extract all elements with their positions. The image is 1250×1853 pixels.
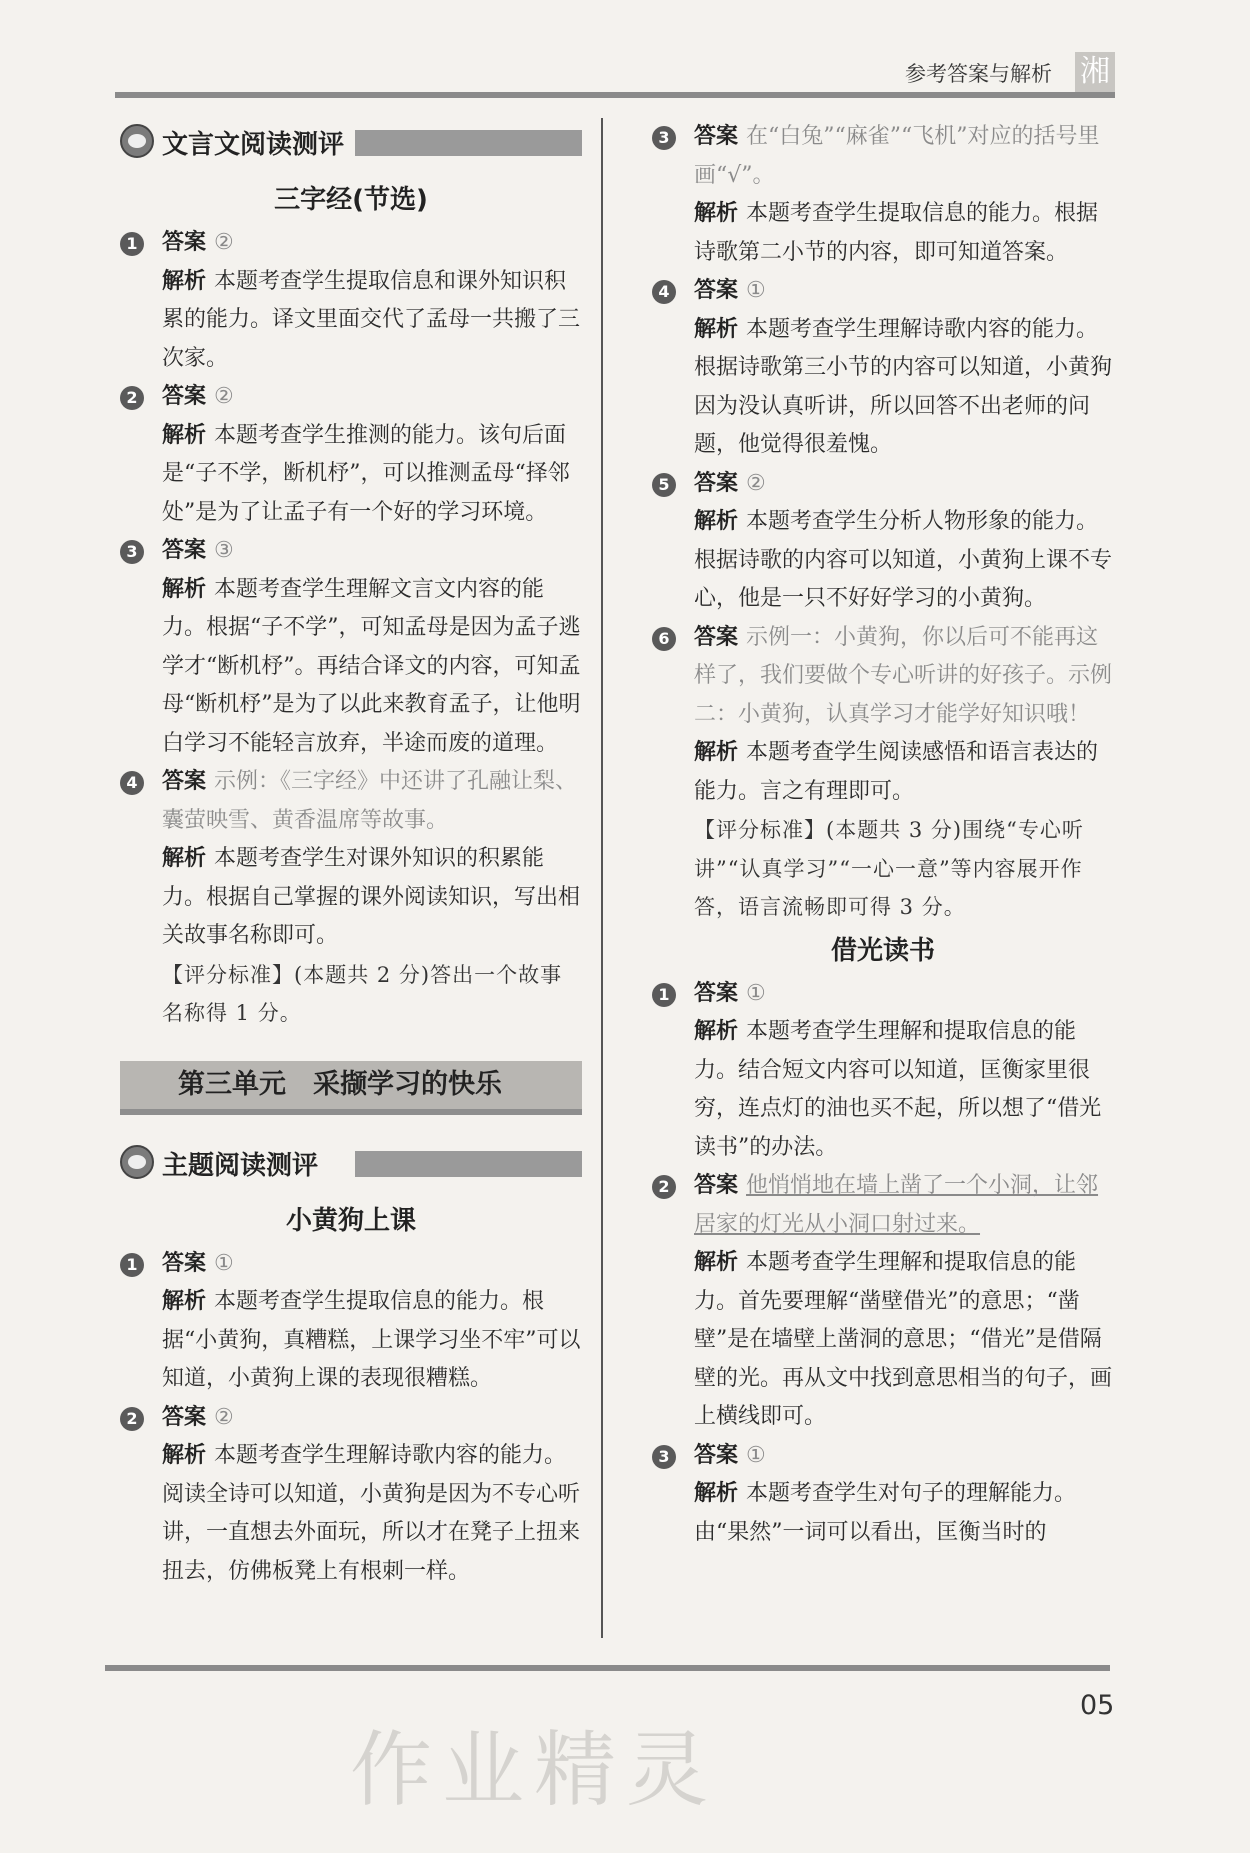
analysis-text: 本题考查学生理解诗歌内容的能力。根据诗歌第三小节的内容可以知道，小黄狗因为没认真听讲，所以回答不出老师的问题，他觉得很羞愧。 <box>694 316 1113 457</box>
analysis-text: 本题考查学生理解文言文内容的能力。根据“子不学”，可知孟母是因为孟子逃学才“断机杼”。再结合译文的内容，可知孟母“断机杼”是为了以此来教育孟子，让他明白学习不能轻言放弃，半途而废的道理。 <box>162 576 581 756</box>
question-number: 4 <box>652 280 676 304</box>
question-item <box>120 224 582 378</box>
answer-text: 示例一：小黄狗，你以后可不能再这样了，我们要做个专心听讲的好孩子。示例二：小黄狗，认真学习才能学好知识哦！ <box>694 624 1113 727</box>
question-item <box>120 763 582 1033</box>
question-number: 3 <box>652 1445 676 1469</box>
section-heading <box>120 118 582 168</box>
analysis-label: 解析 <box>694 1019 739 1044</box>
right-column <box>652 118 1114 1552</box>
analysis-text: 本题考查学生理解诗歌内容的能力。阅读全诗可以知道，小黄狗是因为不专心听讲，一直想去外面玩，所以才在凳子上扭来扭去，仿佛板凳上有根刺一样。 <box>162 1443 581 1584</box>
answer-label: 答案 <box>162 769 207 794</box>
analysis-label: 解析 <box>162 576 207 602</box>
answer-text: ① <box>214 1250 234 1276</box>
analysis-text: 本题考查学生提取信息的能力。根据诗歌第二小节的内容，即可知道答案。 <box>694 201 1099 265</box>
answer-label: 答案 <box>694 980 739 1006</box>
question-number: 2 <box>120 386 144 410</box>
article-title: 小黄狗上课 <box>285 1205 416 1236</box>
analysis-label: 解析 <box>162 1443 207 1468</box>
question-item <box>120 532 582 763</box>
question-number: 6 <box>652 627 676 651</box>
column-divider <box>601 118 603 1638</box>
heading-bar <box>355 130 582 156</box>
header-title: 参考答案与解析 <box>905 62 1052 86</box>
article-title: 三字经(节选) <box>274 185 428 215</box>
analysis-label: 解析 <box>162 268 207 294</box>
section-heading <box>120 1139 582 1189</box>
answer-text: ① <box>746 278 766 303</box>
section-title: 文言文阅读测评 <box>162 130 345 160</box>
answer-label: 答案 <box>162 1404 207 1430</box>
left-column <box>120 118 582 1591</box>
answer-text: 他悄悄地在墙上凿了一个小洞，让邻居家的灯光从小洞口射过来。 <box>694 1173 1099 1237</box>
analysis-text: 本题考查学生理解和提取信息的能力。结合短文内容可以知道，匡衡家里很穷，连点灯的油也买不起，所以想了“借光读书”的办法。 <box>694 1019 1102 1160</box>
question-number: 2 <box>120 1407 144 1431</box>
unit-banner: 第三单元 采撷学习的快乐 <box>120 1061 582 1115</box>
question-number: 3 <box>120 540 144 564</box>
answer-text: ② <box>214 230 234 255</box>
analysis-label: 解析 <box>694 201 739 226</box>
analysis-text: 本题考查学生提取信息的能力。根据“小黄狗，真糟糕，上课学习坐不牢”可以知道，小黄狗上课的表现很糟糕。 <box>162 1289 581 1391</box>
analysis-label: 解析 <box>694 1250 739 1275</box>
answer-text: 在“白兔”“麻雀”“飞机”对应的括号里画“√”。 <box>694 124 1100 188</box>
answer-text: 示例：《三字经》中还讲了孔融让梨、囊萤映雪、黄香温席等故事。 <box>162 769 578 833</box>
scoring-standard: 【评分标准】(本题共 2 分)答出一个故事名称得 1 分。 <box>162 962 563 1025</box>
analysis-text: 本题考查学生对课外知识的积累能力。根据自己掌握的课外阅读知识，写出相关故事名称即可。 <box>162 846 581 948</box>
analysis-label: 解析 <box>694 316 739 342</box>
question-item <box>652 465 1114 619</box>
analysis-text: 本题考查学生阅读感悟和语言表达的能力。言之有理即可。 <box>694 740 1099 804</box>
question-number: 4 <box>120 771 144 795</box>
answer-label: 答案 <box>694 124 739 149</box>
answer-label: 答案 <box>694 470 739 496</box>
analysis-label: 解析 <box>694 1481 739 1506</box>
analysis-text: 本题考查学生理解和提取信息的能力。首先要理解“凿壁借光”的意思；“凿壁”是在墙壁上凿洞的意思；“借光”是借隔壁的光。再从文中找到意思相当的句子，画上横线即可。 <box>694 1250 1113 1429</box>
region-badge: 湘 <box>1075 52 1115 92</box>
answer-label: 答案 <box>694 1173 739 1198</box>
answer-label: 答案 <box>162 384 207 409</box>
answer-text: ③ <box>214 538 234 563</box>
answer-label: 答案 <box>694 1442 739 1468</box>
analysis-label: 解析 <box>694 509 739 534</box>
question-item <box>652 975 1114 1168</box>
question-number: 2 <box>652 1175 676 1199</box>
analysis-text: 本题考查学生分析人物形象的能力。根据诗歌的内容可以知道，小黄狗上课不专心，他是一只不好好学习的小黄狗。 <box>694 509 1113 611</box>
analysis-label: 解析 <box>162 422 207 448</box>
footer-rule <box>105 1665 1110 1671</box>
reader-avatar-icon <box>120 1145 154 1179</box>
analysis-text: 本题考查学生推测的能力。该句后面是“子不学，断机杼”，可以推测孟母“择邻处”是为了让孟子有一个好的学习环境。 <box>162 422 570 525</box>
answer-text: ② <box>746 470 766 496</box>
analysis-text: 本题考查学生提取信息和课外知识积累的能力。译文里面交代了孟母一共搬了三次家。 <box>162 268 581 371</box>
watermark-text: 作业精灵 <box>350 1723 719 1818</box>
page-number: 05 <box>1080 1690 1115 1721</box>
question-item <box>652 118 1114 272</box>
heading-bar <box>355 1151 582 1177</box>
question-item <box>652 272 1114 465</box>
analysis-label: 解析 <box>162 1289 207 1314</box>
question-number: 1 <box>120 1253 144 1277</box>
scoring-standard: 【评分标准】(本题共 3 分)围绕“专心听讲”“认真学习”“一心一意”等内容展开作答，语言流畅即可得 3 分。 <box>694 818 1084 919</box>
question-item <box>652 619 1114 927</box>
answer-text: ② <box>214 384 234 409</box>
answer-label: 答案 <box>694 624 739 650</box>
reader-avatar-icon <box>120 124 154 158</box>
question-item <box>120 1245 582 1399</box>
question-item <box>120 378 582 532</box>
question-number: 3 <box>652 126 676 150</box>
answer-label: 答案 <box>694 278 739 303</box>
header-rule <box>115 92 1115 98</box>
question-item <box>120 1399 582 1592</box>
question-number: 1 <box>120 232 144 256</box>
answer-text: ① <box>746 1442 766 1468</box>
question-item <box>652 1437 1114 1553</box>
question-number: 1 <box>652 983 676 1007</box>
answer-text: ② <box>214 1404 234 1430</box>
question-number: 5 <box>652 473 676 497</box>
analysis-label: 解析 <box>162 846 207 871</box>
answer-label: 答案 <box>162 1250 207 1276</box>
question-item <box>652 1167 1114 1437</box>
answer-label: 答案 <box>162 230 207 255</box>
section-title: 主题阅读测评 <box>162 1150 319 1181</box>
article-title: 借光读书 <box>830 935 935 966</box>
analysis-text: 本题考查学生对句子的理解能力。由“果然”一词可以看出，匡衡当时的 <box>694 1481 1077 1545</box>
analysis-label: 解析 <box>694 740 739 765</box>
answer-text: ① <box>746 980 766 1006</box>
answer-label: 答案 <box>162 538 207 563</box>
